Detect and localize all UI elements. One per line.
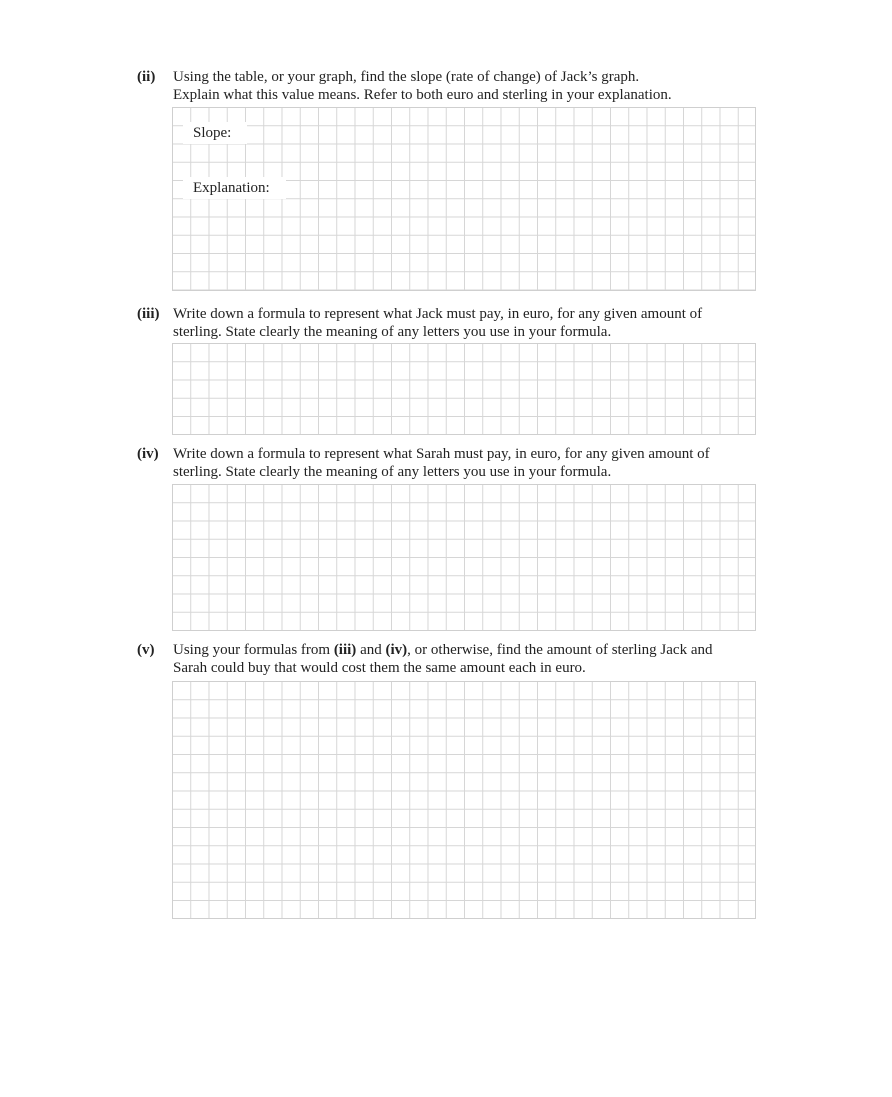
answer-grid-ii[interactable] [172, 107, 756, 291]
answer-grid-iv[interactable] [172, 484, 756, 631]
question-number: (iv) [137, 446, 159, 462]
question-line: Write down a formula to represent what Sarah must pay, in euro, for any given amount of [173, 446, 710, 462]
question-line: Using the table, or your graph, find the slope (rate of change) of Jack’s graph. [173, 69, 640, 85]
question-line: Explain what this value means. Refer to both euro and sterling in your explanation. [173, 87, 672, 103]
question-line: sterling. State clearly the meaning of any letters you use in your formula. [173, 324, 612, 340]
slope-label: Slope: [183, 122, 247, 144]
answer-grid-iii[interactable] [172, 343, 756, 435]
question-line: Sarah could buy that would cost them the same amount each in euro. [173, 660, 586, 676]
question-number: (iii) [137, 306, 160, 322]
question-number: (ii) [137, 69, 156, 85]
question-reference: (iv) [385, 642, 408, 658]
question-line [173, 641, 773, 659]
question-text-part: , or otherwise, find the amount of sterling Jack and [407, 642, 713, 658]
question-text-part: Using your formulas from [173, 642, 334, 658]
answer-grid-v[interactable] [172, 681, 756, 919]
question-number: (v) [137, 642, 155, 658]
question-text [173, 68, 773, 104]
question-text-part: and [356, 642, 386, 658]
question-text [173, 641, 773, 677]
question-reference: (iii) [333, 642, 357, 658]
question-text [173, 445, 773, 481]
explanation-label: Explanation: [183, 177, 286, 199]
question-text [173, 305, 773, 341]
question-line: Write down a formula to represent what Jack must pay, in euro, for any given amount of [173, 306, 703, 322]
question-line: sterling. State clearly the meaning of any letters you use in your formula. [173, 464, 612, 480]
